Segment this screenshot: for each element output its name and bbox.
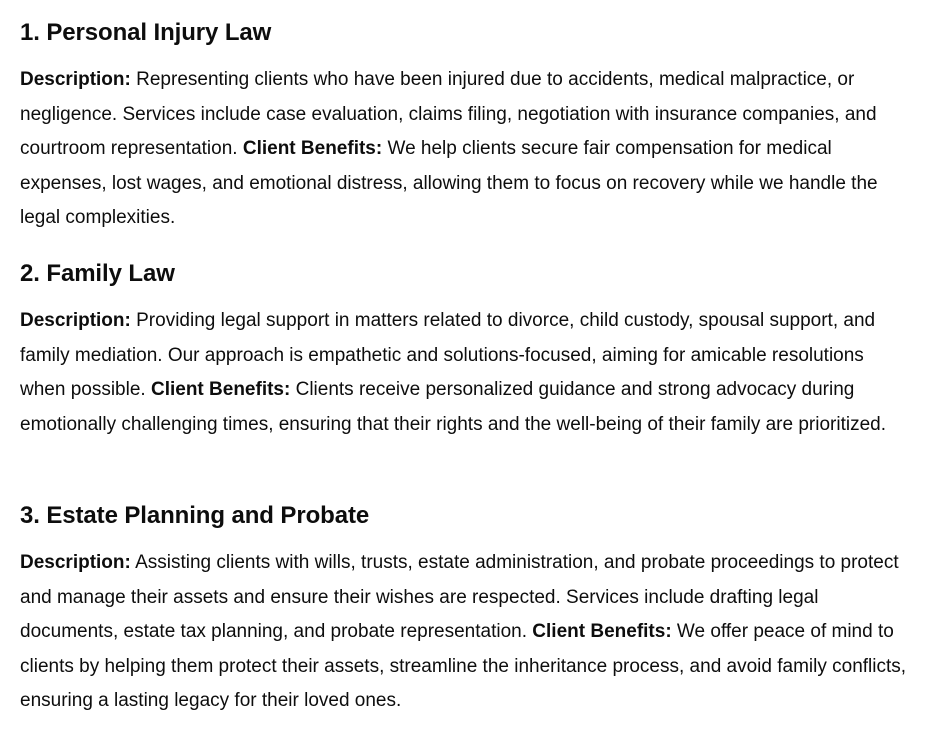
description-label: Description: <box>20 552 131 573</box>
client-benefits-text: We offer peace of mind to clients by helping them protect their assets, streamline the inheritance process, and avoid family conflicts, ensuring a lasting legacy for their loved ones. <box>20 621 907 712</box>
section-body-personal-injury-law <box>20 63 910 236</box>
description-text: Assisting clients with wills, trusts, estate administration, and probate proceedings to protect and manage their assets and ensure their wishes are respected. Services include drafting legal documents, estate tax planning, and probate representation. <box>20 552 899 643</box>
client-benefits-label: Client Benefits: <box>532 621 672 643</box>
description-text: Representing clients who have been injured due to accidents, medical malpractice, or negligence. Services include case evaluation, claims filing, negotiation with insurance companies, and courtroom representation. <box>20 69 877 160</box>
client-benefits-label: Client Benefits: <box>242 138 383 160</box>
client-benefits-text: We help clients secure fair compensation for medical expenses, lost wages, and emotional distress, allowing them to focus on recovery while we handle the legal complexities. <box>20 138 878 229</box>
section-title-family-law: 2. Family Law <box>20 260 175 287</box>
section-title-estate-planning-and-probate: 3. Estate Planning and Probate <box>20 502 370 529</box>
section-body-estate-planning-and-probate <box>20 546 910 719</box>
client-benefits-label: Client Benefits: <box>150 379 291 401</box>
description-text: Providing legal support in matters related to divorce, child custody, spousal support, and family mediation. Our approach is empathetic and solutions-focused, aiming for amicable resolutions when possible. <box>20 310 876 401</box>
description-label: Description: <box>20 310 131 331</box>
client-benefits-text: Clients receive personalized guidance and strong advocacy during emotionally challenging times, ensuring that their rights and the well-being of their family are prioritized. <box>20 379 886 435</box>
description-label: Description: <box>20 69 131 90</box>
section-body-family-law <box>20 304 910 442</box>
section-title-personal-injury-law: 1. Personal Injury Law <box>20 19 272 46</box>
